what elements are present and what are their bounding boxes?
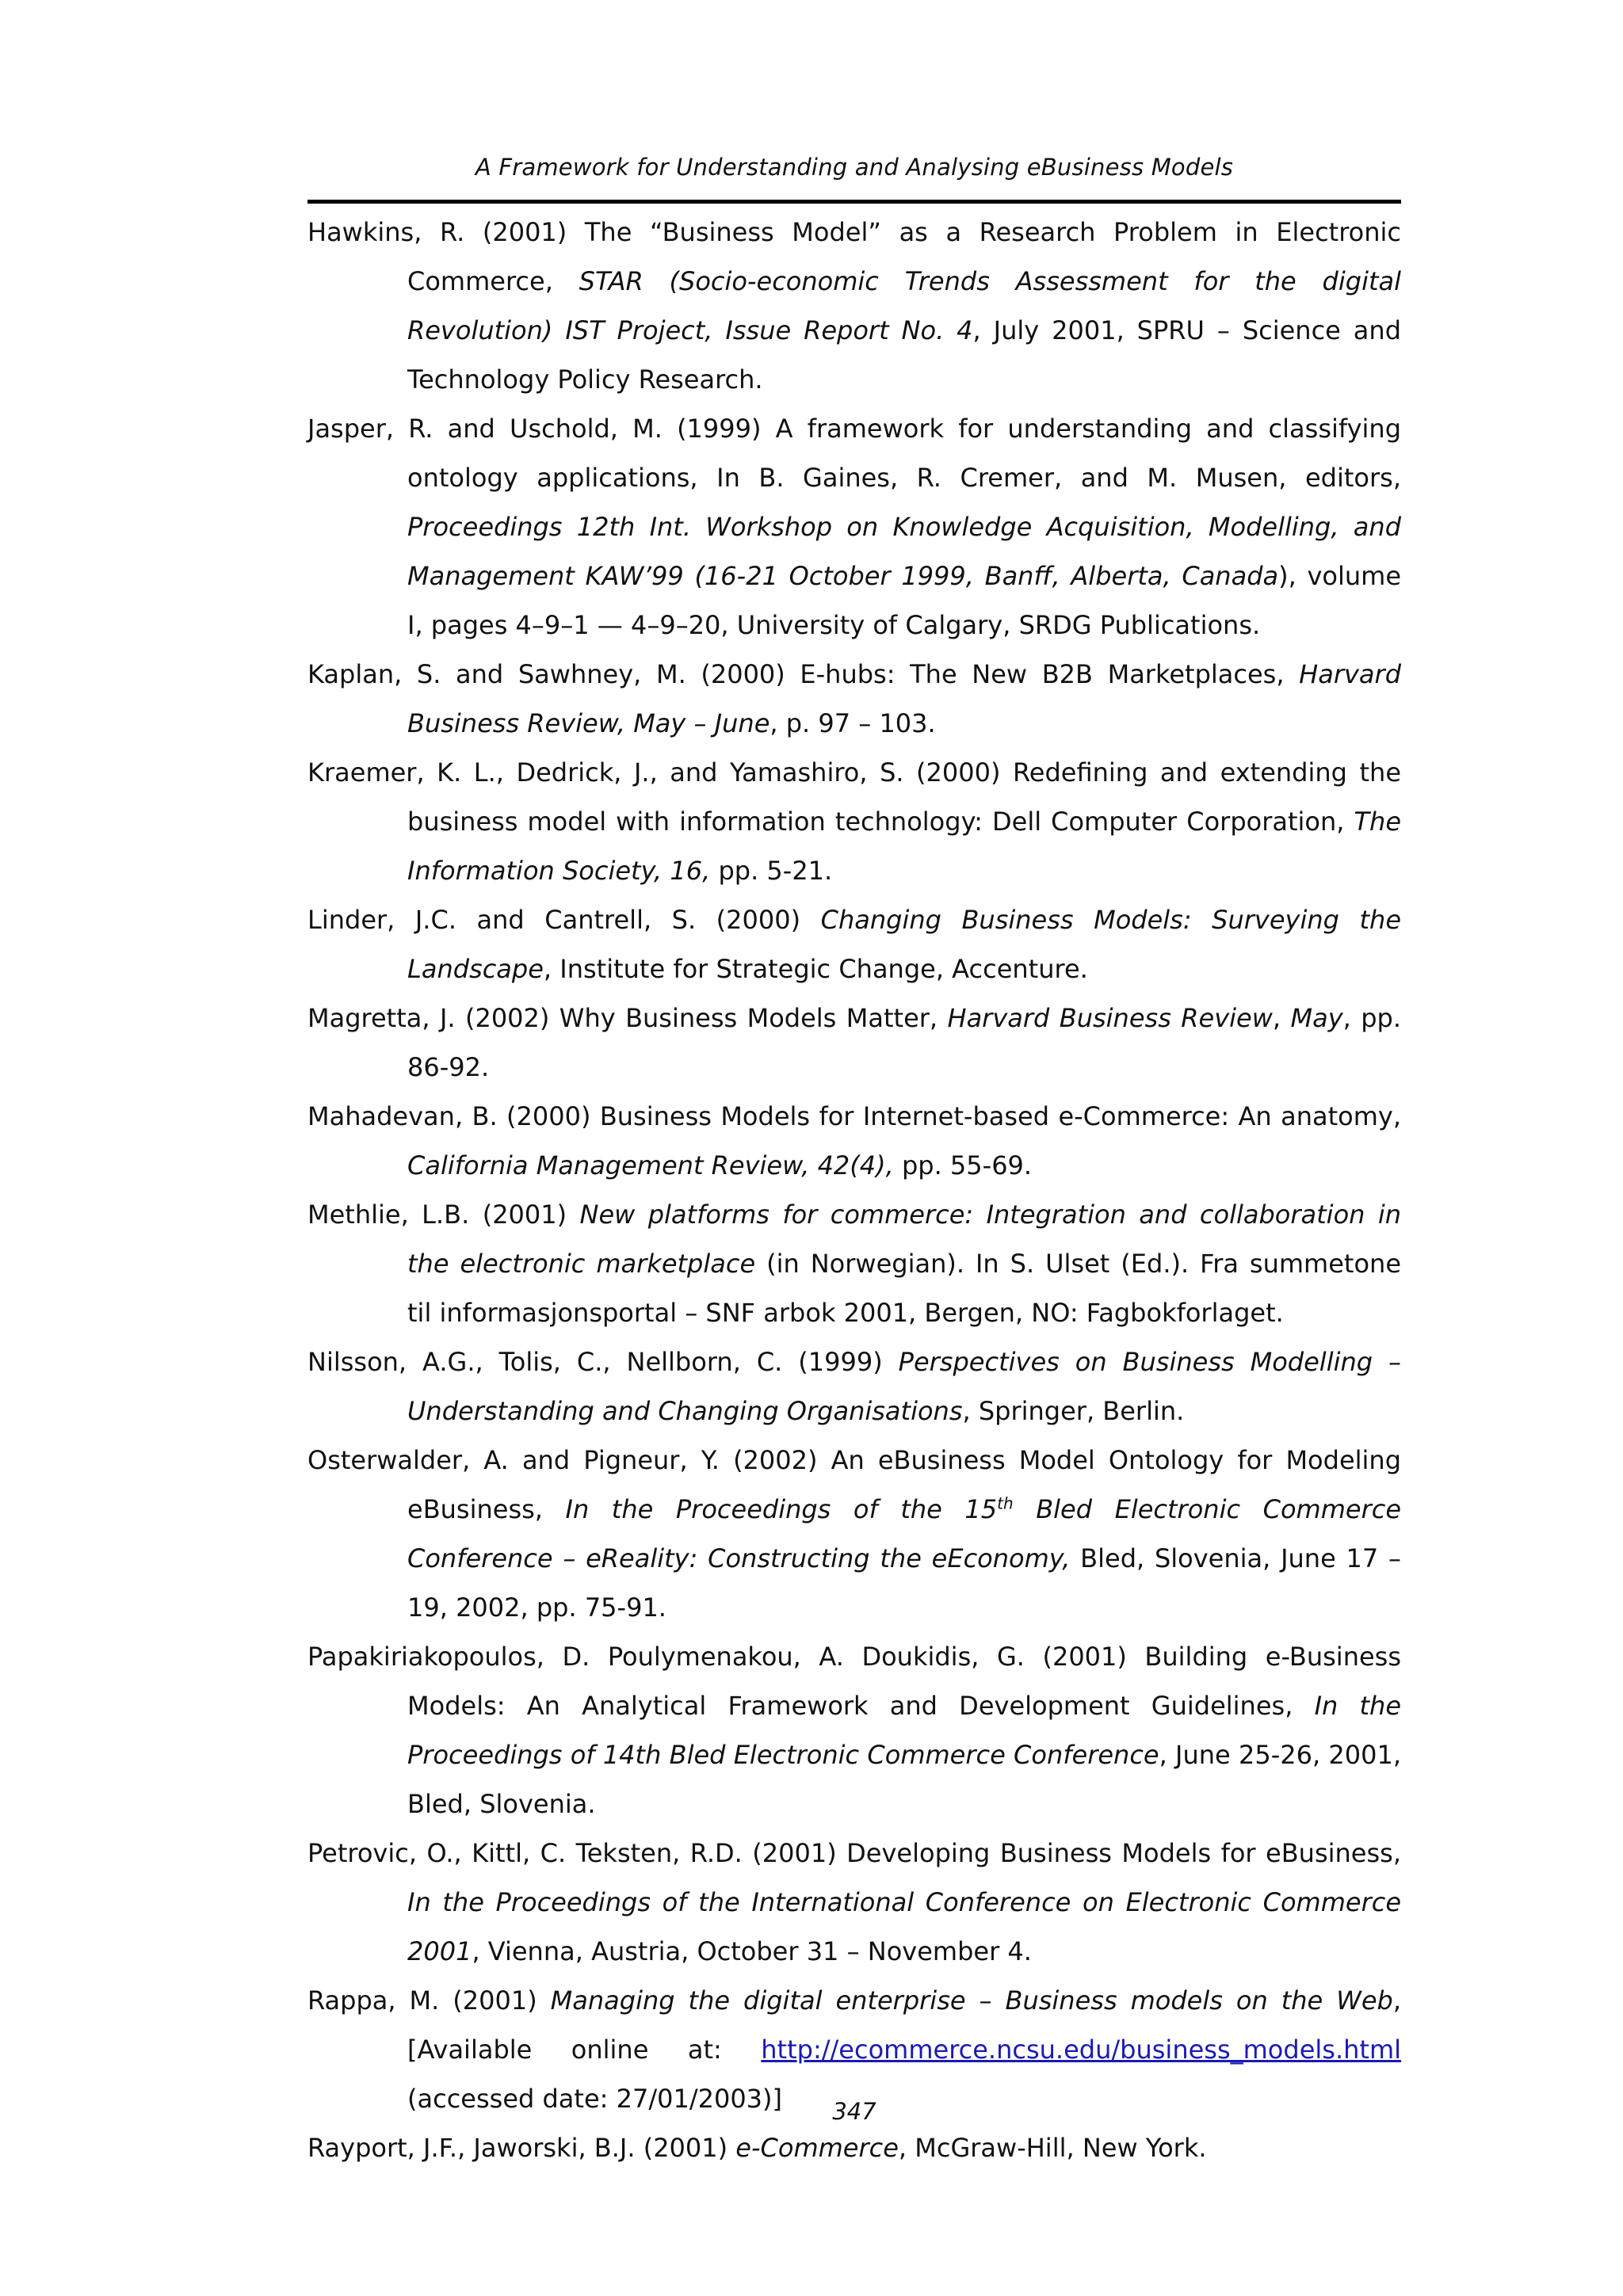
reference-text: , Institute for Strategic Change, Accenture. bbox=[543, 954, 1088, 984]
reference-text: (in Norwegian). In S. Ulset (Ed.). Fra summetone til informasjonsportal – SNF arbok 2001, Bergen, NO: Fagbokforlaget. bbox=[407, 1249, 1402, 1328]
reference-text: pp. 55-69. bbox=[893, 1150, 1033, 1180]
reference-text: Rappa, M. (2001) bbox=[307, 1985, 551, 2016]
reference-italic-text: The Information Society, 16, bbox=[407, 807, 1401, 886]
reference-text: (accessed date: 27/01/2003)] bbox=[407, 2084, 782, 2114]
reference-text: Kaplan, S. and Sawhney, M. (2000) E-hubs: The New B2B Marketplaces, bbox=[307, 659, 1300, 689]
running-header: A Framework for Understanding and Analysing eBusiness Models bbox=[475, 154, 1234, 181]
reference-entry-kraemer bbox=[307, 748, 1401, 895]
reference-italic-text: e-Commerce bbox=[735, 2133, 899, 2163]
reference-entry-papakiriakopoulos bbox=[307, 1632, 1401, 1829]
reference-entry-kaplan bbox=[307, 650, 1401, 748]
reference-text: , [Available online at: bbox=[407, 1985, 1402, 2065]
reference-text: , pp. 86-92. bbox=[407, 1003, 1402, 1082]
reference-italic-text: Bled Electronic Commerce Conference – eReality: Constructing the eEconomy, bbox=[407, 1494, 1402, 1573]
reference-text: Jasper, R. and Uschold, M. (1999) A framework for understanding and classifying ontology applications, In B. Gaines, R. Cremer, and M. Musen, editors, bbox=[307, 414, 1401, 493]
reference-link[interactable]: http://ecommerce.ncsu.edu/business_models.html bbox=[761, 2035, 1401, 2065]
reference-text: Nilsson, A.G., Tolis, C., Nellborn, C. (1999) bbox=[307, 1347, 899, 1377]
reference-text: Osterwalder, A. and Pigneur, Y. (2002) An eBusiness Model Ontology for Modeling eBusiness, bbox=[307, 1445, 1401, 1524]
reference-entry-mahadevan bbox=[307, 1092, 1401, 1190]
reference-text: Mahadevan, B. (2000) Business Models for Internet-based e-Commerce: An anatomy, bbox=[307, 1101, 1401, 1131]
reference-italic-text: Managing the digital enterprise – Business models on the Web bbox=[550, 1985, 1393, 2016]
reference-italic-text: In the Proceedings of 14th Bled Electronic Commerce Conference bbox=[407, 1691, 1402, 1770]
reference-italic-text: In the Proceedings of the International Conference on Electronic Commerce 2001 bbox=[407, 1887, 1401, 1966]
reference-entry-hawkins bbox=[307, 208, 1401, 404]
reference-list bbox=[307, 208, 1401, 2172]
reference-entry-nilsson bbox=[307, 1337, 1401, 1436]
reference-entry-rayport bbox=[307, 2123, 1401, 2172]
reference-entry-petrovic bbox=[307, 1829, 1401, 1976]
reference-italic-text: STAR (Socio-economic Trends Assessment for the digital Revolution) IST Project, Issue Report No. 4 bbox=[407, 266, 1402, 345]
reference-italic-text: In the Proceedings of the 15 bbox=[565, 1494, 998, 1524]
reference-italic-text: Changing Business Models: Surveying the Landscape bbox=[407, 905, 1401, 984]
reference-italic-text: Harvard Business Review bbox=[947, 1003, 1273, 1033]
reference-text: , bbox=[1272, 1003, 1291, 1033]
reference-entry-osterwalder bbox=[307, 1436, 1401, 1632]
reference-text: Kraemer, K. L., Dedrick, J., and Yamashiro, S. (2000) Redefining and extending the business model with information technology: Dell Computer Corporation, bbox=[307, 757, 1401, 837]
reference-italic-text: Proceedings 12th Int. Workshop on Knowledge Acquisition, Modelling, and Management KAW’99 (16-21 October 1999, Banff, Alberta, Canada bbox=[407, 512, 1401, 591]
reference-text: , McGraw-Hill, New York. bbox=[898, 2133, 1207, 2163]
reference-text: Methlie, L.B. (2001) bbox=[307, 1199, 580, 1230]
reference-text: Rayport, J.F., Jaworski, B.J. (2001) bbox=[307, 2133, 736, 2163]
reference-text: , Springer, Berlin. bbox=[962, 1396, 1185, 1426]
header-rule bbox=[307, 200, 1401, 204]
superscript: th bbox=[997, 1493, 1014, 1513]
reference-entry-linder bbox=[307, 895, 1401, 994]
reference-text: Petrovic, O., Kittl, C. Teksten, R.D. (2001) Developing Business Models for eBusiness, bbox=[307, 1838, 1401, 1868]
reference-text: , June 25-26, 2001, Bled, Slovenia. bbox=[407, 1740, 1402, 1819]
reference-text: pp. 5-21. bbox=[710, 856, 833, 886]
reference-text: Linder, J.C. and Cantrell, S. (2000) bbox=[307, 905, 821, 935]
reference-text: , July 2001, SPRU – Science and Technology Policy Research. bbox=[407, 315, 1402, 395]
reference-italic-text: Perspectives on Business Modelling – Understanding and Changing Organisations bbox=[407, 1347, 1402, 1426]
reference-entry-magretta bbox=[307, 994, 1401, 1092]
reference-italic-text: California Management Review, 42(4), bbox=[407, 1150, 894, 1180]
reference-text: Bled, Slovenia, June 17 – 19, 2002, pp. 75-91. bbox=[407, 1543, 1401, 1623]
reference-text: , Vienna, Austria, October 31 – November 4. bbox=[472, 1936, 1032, 1966]
reference-entry-methlie bbox=[307, 1190, 1401, 1337]
reference-text: ), volume I, pages 4–9–1 — 4–9–20, University of Calgary, SRDG Publications. bbox=[407, 561, 1402, 640]
reference-text: Hawkins, R. (2001) The “Business Model” as a Research Problem in Electronic Commerce, bbox=[307, 217, 1401, 296]
reference-text: Papakiriakopoulos, D. Poulymenakou, A. Doukidis, G. (2001) Building e-Business Models: An Analytical Framework and Development Guidelines, bbox=[307, 1642, 1401, 1721]
reference-italic-text: Harvard Business Review, May – June bbox=[407, 659, 1401, 738]
reference-italic-text: New platforms for commerce: Integration and collaboration in the electronic marketplace bbox=[407, 1199, 1401, 1279]
page-number: 347 bbox=[832, 2098, 876, 2125]
reference-italic-text: May bbox=[1290, 1003, 1343, 1033]
reference-text: , p. 97 – 103. bbox=[769, 708, 936, 738]
reference-text: Magretta, J. (2002) Why Business Models Matter, bbox=[307, 1003, 948, 1033]
reference-entry-jasper bbox=[307, 404, 1401, 650]
